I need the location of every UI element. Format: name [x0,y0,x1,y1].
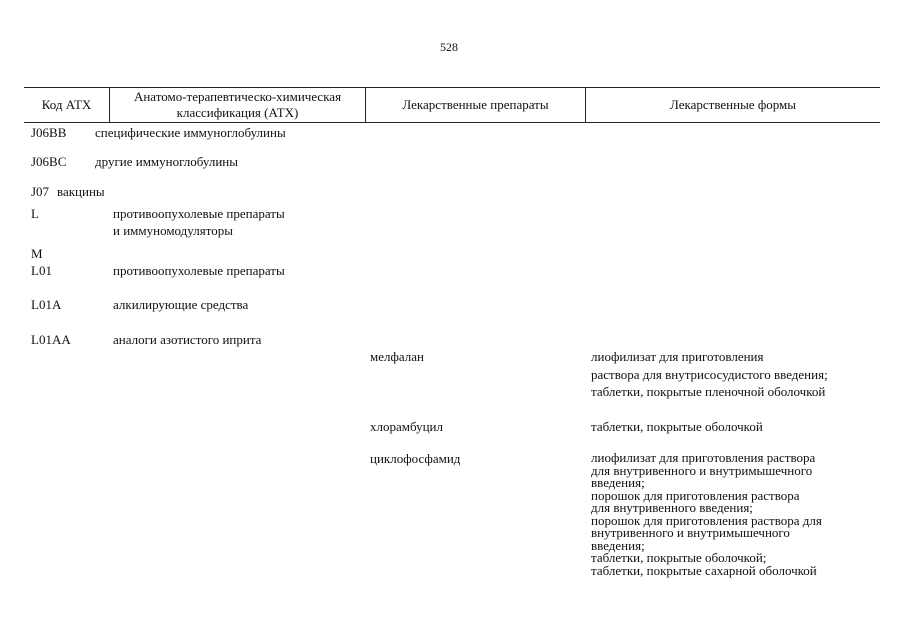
drug-form-line: таблетки, покрытые сахарной оболочкой [591,562,817,578]
table-top-rule [24,87,880,88]
atc-name: другие иммуноглобулины [95,154,238,169]
drug-form-line: таблетки, покрытые оболочкой [591,419,763,434]
drug-form-line: порошок для приготовления раствора для [591,512,822,528]
atc-name-line1: противоопухолевые препараты [113,206,285,221]
drug-name: циклофосфамид [370,451,461,466]
drug-form-line: введения; [591,537,645,553]
atc-name-line2: и иммуномодуляторы [113,223,233,238]
atc-code: J06BB [31,125,67,140]
atc-code: J07 [31,184,50,199]
drug-form-line: для внутривенного введения; [591,500,753,515]
header-forms: Лекарственные формы [669,97,797,112]
drug-form-line: порошок для приготовления раствора [591,487,800,503]
atc-code: J06BC [31,154,67,169]
atc-name: аналоги азотистого иприта [113,332,262,347]
table-header-bottom-rule [24,122,880,123]
atc-code: L [31,206,39,221]
drug-form-line: таблетки, покрытые пленочной оболочкой [591,384,826,399]
atc-name: алкилирующие средства [113,297,249,312]
atc-name: противоопухолевые препараты [113,263,285,278]
drug-name: мелфалан [370,349,425,364]
drug-form-line: для внутривенного и внутримышечного [591,462,813,478]
drug-name: хлорамбуцил [370,419,444,434]
atc-code: L01 [31,263,52,278]
drug-form-line: лиофилизат для приготовления раствора [591,450,816,465]
header-classification-line1: Анатомо-терапевтическо-химическая [133,89,342,104]
drug-form-line: введения; [591,475,645,490]
atc-code-extra: M [31,246,43,261]
header-drugs: Лекарственные препараты [402,97,549,112]
drug-form-line: раствора для внутрисосудистого введения; [591,367,828,382]
drug-form-line: таблетки, покрытые оболочкой; [591,550,767,565]
header-classification-line2: классификация (АТХ) [176,105,299,120]
atc-name: специфические иммуноглобулины [95,125,286,140]
atc-code: L01AA [31,332,71,347]
page-number: 528 [440,40,458,54]
atc-code: L01A [31,297,62,312]
header-code: Код АТХ [41,97,92,112]
drug-forms-block [591,452,863,577]
atc-name: вакцины [57,184,105,199]
drug-form-line: лиофилизат для приготовления [591,349,764,364]
drug-form-line: внутривенного и внутримышечного [591,525,790,540]
